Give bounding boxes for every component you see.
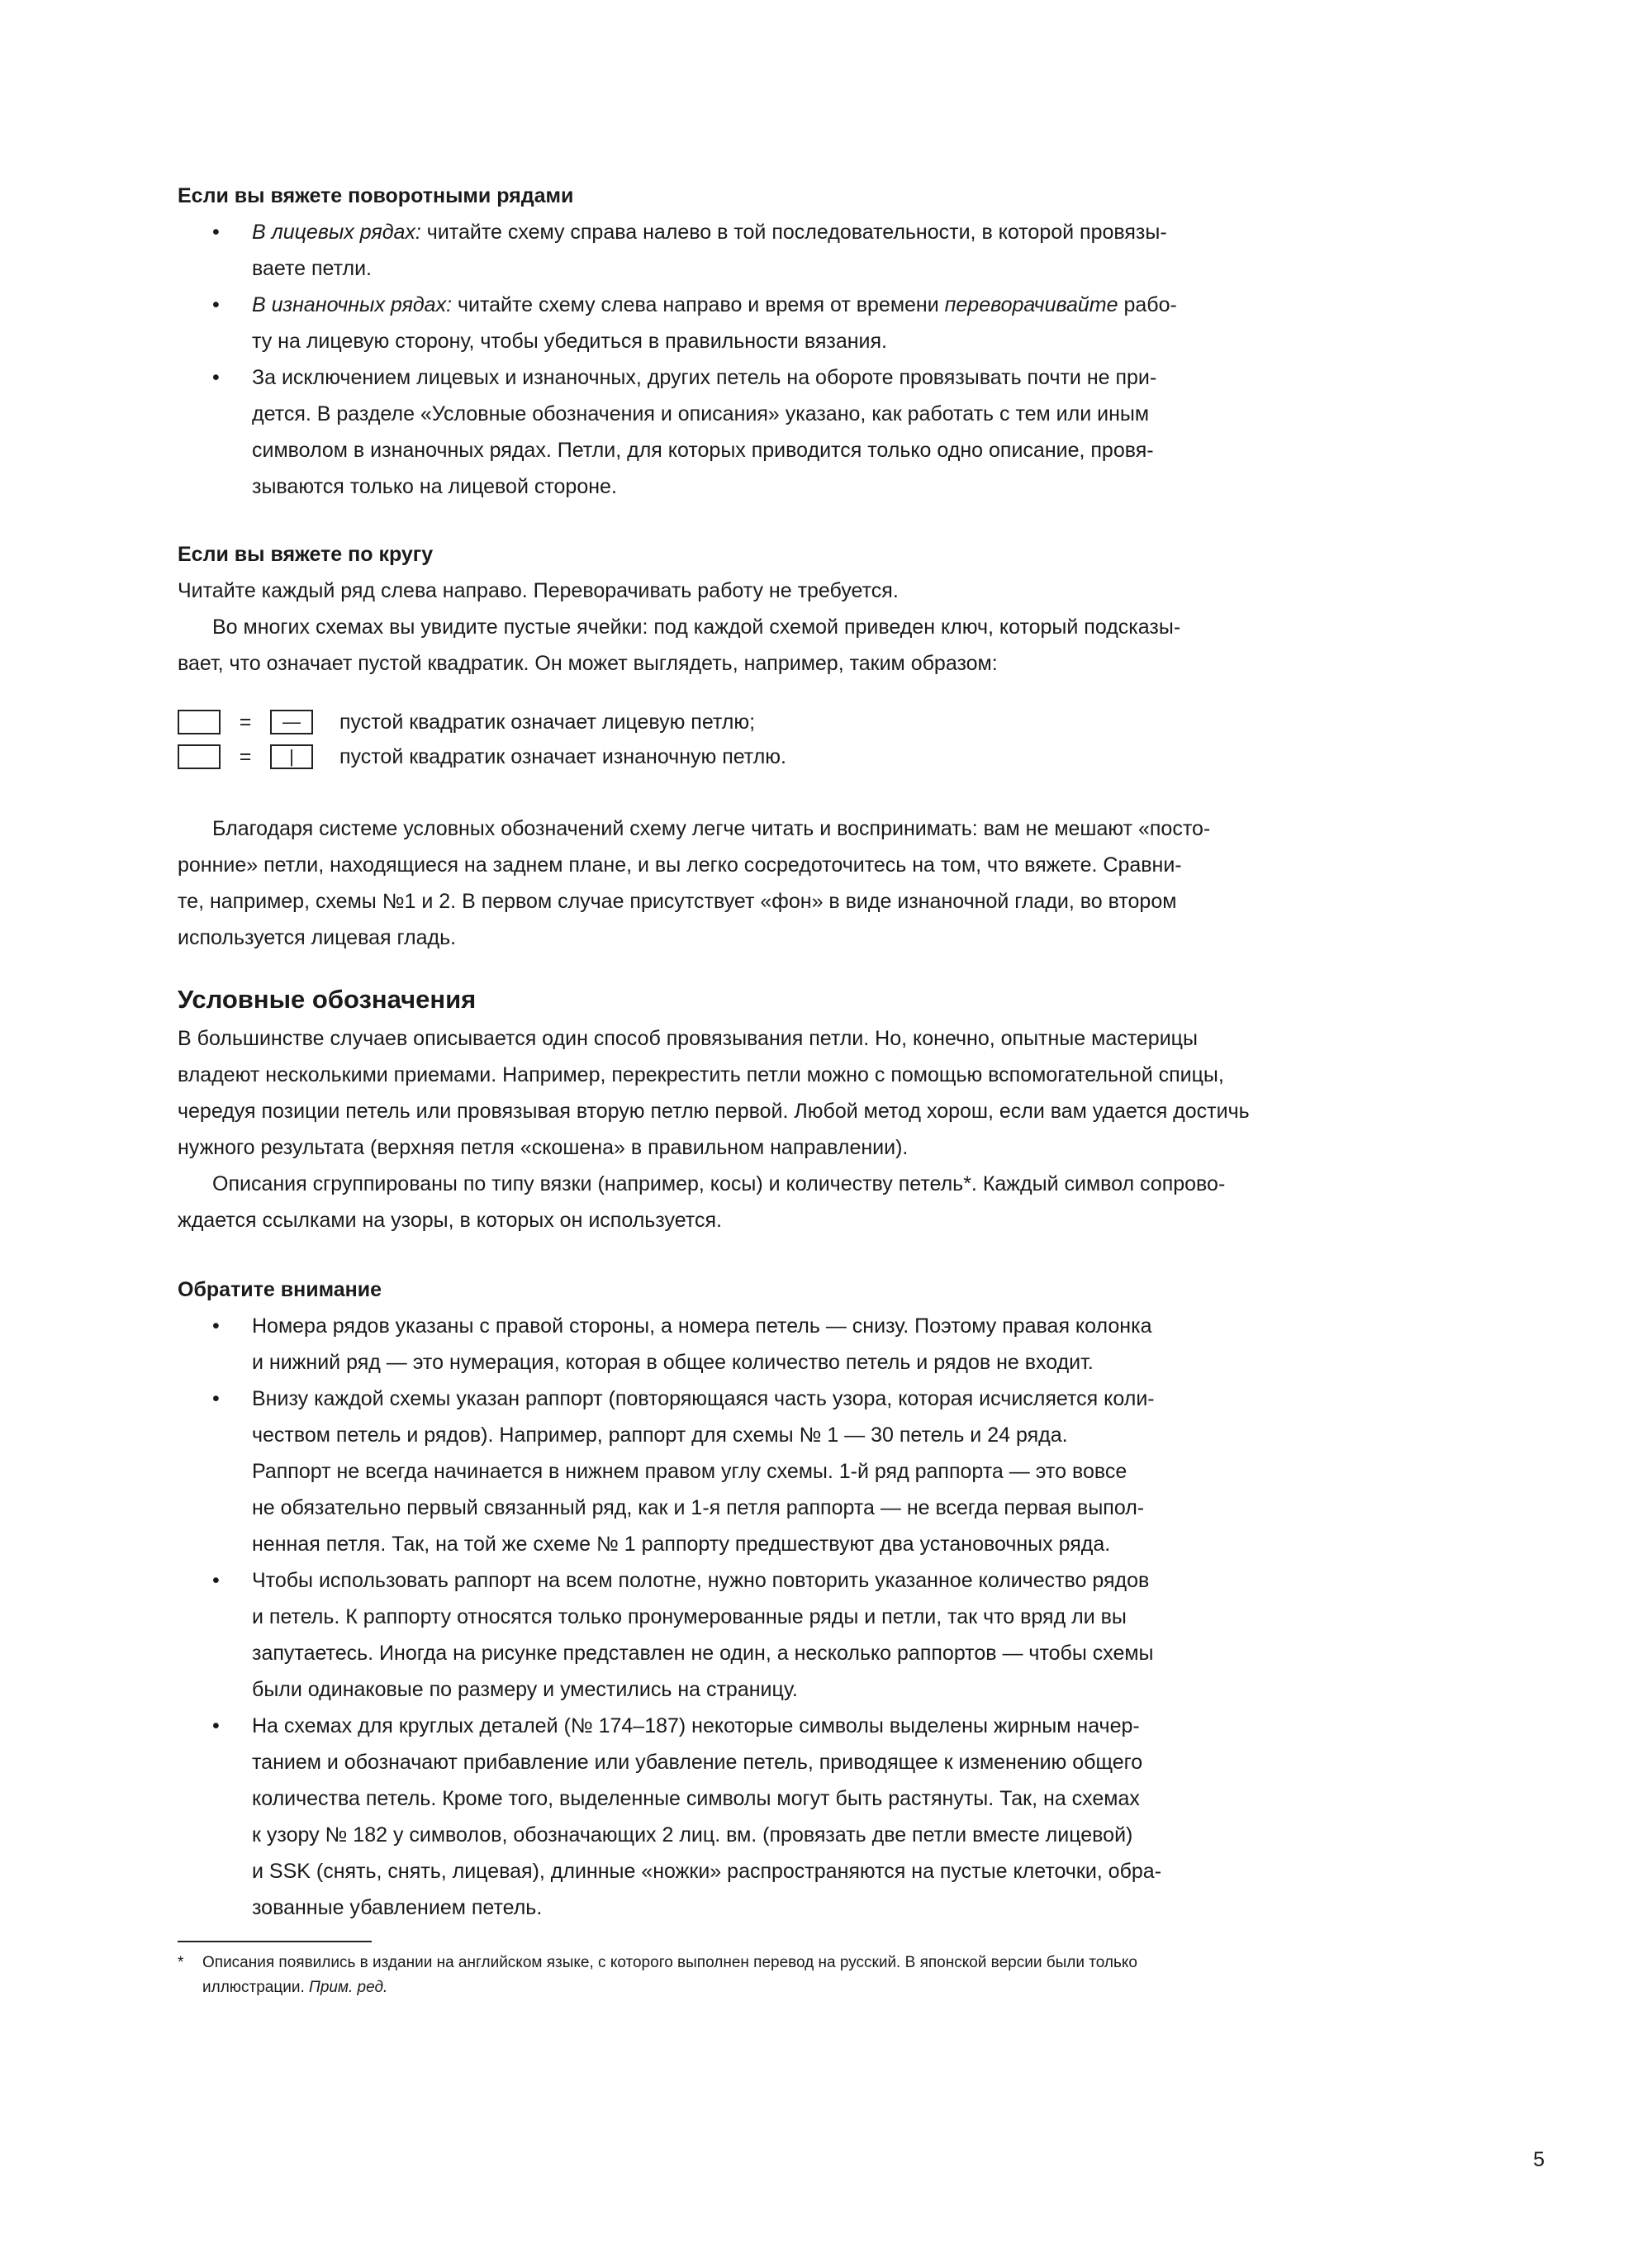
text: зованные убавлением петель. xyxy=(252,1896,543,1919)
text: запутаетесь. Иногда на рисунке представлен не один, а несколько раппортов — чтобы схемы xyxy=(252,1642,1154,1665)
text: читайте схему справа налево в той последовательности, в которой провязы- xyxy=(420,221,1167,244)
list-item xyxy=(178,1308,1276,1381)
text: ждается ссылками на узоры, в которых он используется. xyxy=(178,1209,722,1232)
text: не обязательно первый связанный ряд, как и 1-я петля раппорта — не всегда первая выпол- xyxy=(252,1496,1145,1519)
text: читайте схему слева направо и время от времени xyxy=(452,293,945,316)
text: Номера рядов указаны с правой стороны, а номера петель — снизу. Поэтому правая колонка xyxy=(252,1314,1152,1338)
equals-sign: = xyxy=(239,744,252,768)
text: рабо- xyxy=(1118,293,1177,316)
list-item xyxy=(178,359,1276,505)
list-item xyxy=(178,214,1276,287)
text: и SSK (снять, снять, лицевая), длинные «ножки» распространяются на пустые клеточки, обра- xyxy=(252,1860,1162,1883)
bullet-dot: • xyxy=(212,293,220,316)
text: ту на лицевую сторону, чтобы убедиться в правильности вязания. xyxy=(252,330,888,353)
key-row-knit xyxy=(178,705,1276,739)
purl-symbol-icon xyxy=(270,744,313,769)
text: танием и обозначают прибавление или убавление петель, приводящее к изменению общего xyxy=(252,1751,1143,1774)
list-item xyxy=(178,1562,1276,1708)
paragraph: Читайте каждый ряд слева направо. Переворачивать работу не требуется. xyxy=(178,579,899,602)
symbol-glyph: | xyxy=(289,746,294,767)
symbol-key xyxy=(178,705,1276,774)
paragraph xyxy=(178,1166,1276,1238)
bullet-list-rows xyxy=(178,214,1276,505)
text: Во многих схемах вы увидите пустые ячейки: под каждой схемой приведен ключ, который подсказы- xyxy=(212,616,1181,639)
key-row-purl xyxy=(178,739,1276,774)
text: Благодаря системе условных обозначений схему легче читать и воспринимать: вам не мешают «посто- xyxy=(212,817,1211,840)
text: За исключением лицевых и изнаночных, других петель на обороте провязывать почти не при- xyxy=(252,366,1157,389)
paragraph xyxy=(178,1020,1276,1166)
text: чеством петель и рядов). Например, раппорт для схемы № 1 — 30 петель и 24 ряда. xyxy=(252,1424,1068,1447)
equals-sign: = xyxy=(239,710,252,734)
list-item xyxy=(178,1708,1276,1926)
text: В большинстве случаев описывается один способ провязывания петли. Но, конечно, опытные мастерицы xyxy=(178,1027,1198,1050)
text: владеют несколькими приемами. Например, перекрестить петли можно с помощью вспомогательной спицы, xyxy=(178,1063,1224,1086)
emphasis-text: переворачивайте xyxy=(944,293,1118,316)
text: количества петель. Кроме того, выделенные символы могут быть растянуты. Так, на схемах xyxy=(252,1787,1140,1810)
text: и нижний ряд — это нумерация, которая в общее количество петель и рядов не входит. xyxy=(252,1351,1094,1374)
text: были одинаковые по размеру и уместились на страницу. xyxy=(252,1678,798,1701)
text: те, например, схемы №1 и 2. В первом случае присутствует «фон» в виде изнаночной глади, во втором xyxy=(178,890,1177,913)
bullet-dot: • xyxy=(212,1714,220,1737)
bullet-dot: • xyxy=(212,221,220,244)
text: ненная петля. Так, на той же схеме № 1 раппорту предшествуют два установочных ряда. xyxy=(252,1533,1111,1556)
text: ваете петли. xyxy=(252,257,373,280)
list-item xyxy=(178,287,1276,359)
key-description: пустой квадратик означает изнаночную петлю. xyxy=(339,744,786,768)
text: дется. В разделе «Условные обозначения и описания» указано, как работать с тем или иным xyxy=(252,402,1150,425)
text: На схемах для круглых деталей (№ 174–187) некоторые символы выделены жирным начер- xyxy=(252,1714,1140,1737)
bullet-dot: • xyxy=(212,1314,220,1338)
empty-square-icon xyxy=(178,744,221,769)
bullet-dot: • xyxy=(212,366,220,389)
text: используется лицевая гладь. xyxy=(178,926,457,949)
symbol-glyph: — xyxy=(282,711,301,732)
page-content xyxy=(178,178,1276,2000)
bullet-dot: • xyxy=(212,1387,220,1410)
section-heading-notice: Обратите внимание xyxy=(178,1278,382,1301)
text: зываются только на лицевой стороне. xyxy=(252,475,617,498)
empty-square-icon xyxy=(178,710,221,734)
text: Внизу каждой схемы указан раппорт (повторяющаяся часть узора, которая исчисляется коли- xyxy=(252,1387,1155,1410)
page-number: 5 xyxy=(1533,2148,1545,2171)
text: чередуя позиции петель или провязывая вторую петлю первой. Любой метод хорош, если вам удается достичь xyxy=(178,1100,1250,1123)
footnote xyxy=(178,1951,1276,2000)
bullet-dot: • xyxy=(212,1569,220,1592)
text: ронние» петли, находящиеся на заднем плане, и вы легко сосредоточитесь на том, что вяжете. Сравни- xyxy=(178,853,1182,877)
knit-symbol-icon xyxy=(270,710,313,734)
bullet-list-notice xyxy=(178,1308,1276,1926)
footnote-mark: * xyxy=(178,1954,184,1971)
list-item xyxy=(178,1381,1276,1562)
emphasis-text: В лицевых рядах: xyxy=(252,221,421,244)
section-heading-rows: Если вы вяжете поворотными рядами xyxy=(178,184,574,207)
text: Описания сгруппированы по типу вязки (например, косы) и количеству петель*. Каждый символ сопрово- xyxy=(212,1172,1226,1195)
section-heading-round: Если вы вяжете по кругу xyxy=(178,543,434,566)
emphasis-text: Прим. ред. xyxy=(309,1979,388,1996)
text: Чтобы использовать раппорт на всем полотне, нужно повторить указанное количество рядов xyxy=(252,1569,1150,1592)
text: к узору № 182 у символов, обозначающих 2 лиц. вм. (провязать две петли вместе лицевой) xyxy=(252,1823,1133,1847)
text: вает, что означает пустой квадратик. Он может выглядеть, например, таким образом: xyxy=(178,652,998,675)
paragraph xyxy=(178,810,1276,956)
section-heading-symbols: Условные обозначения xyxy=(178,985,477,1014)
text: Описания появились в издании на английском языке, с которого выполнен перевод на русский. В японской версии были только xyxy=(202,1954,1137,1971)
paragraph xyxy=(178,609,1276,682)
emphasis-text: В изнаночных рядах: xyxy=(252,293,453,316)
text: Раппорт не всегда начинается в нижнем правом углу схемы. 1-й ряд раппорта — это вовсе xyxy=(252,1460,1127,1483)
footnote-divider xyxy=(178,1941,372,1942)
key-description: пустой квадратик означает лицевую петлю; xyxy=(339,710,756,734)
text: иллюстрации. xyxy=(202,1979,310,1996)
text: нужного результата (верхняя петля «скошена» в правильном направлении). xyxy=(178,1136,909,1159)
text: и петель. К раппорту относятся только пронумерованные ряды и петли, так что вряд ли вы xyxy=(252,1605,1127,1628)
text: символом в изнаночных рядах. Петли, для которых приводится только одно описание, провя- xyxy=(252,439,1154,462)
